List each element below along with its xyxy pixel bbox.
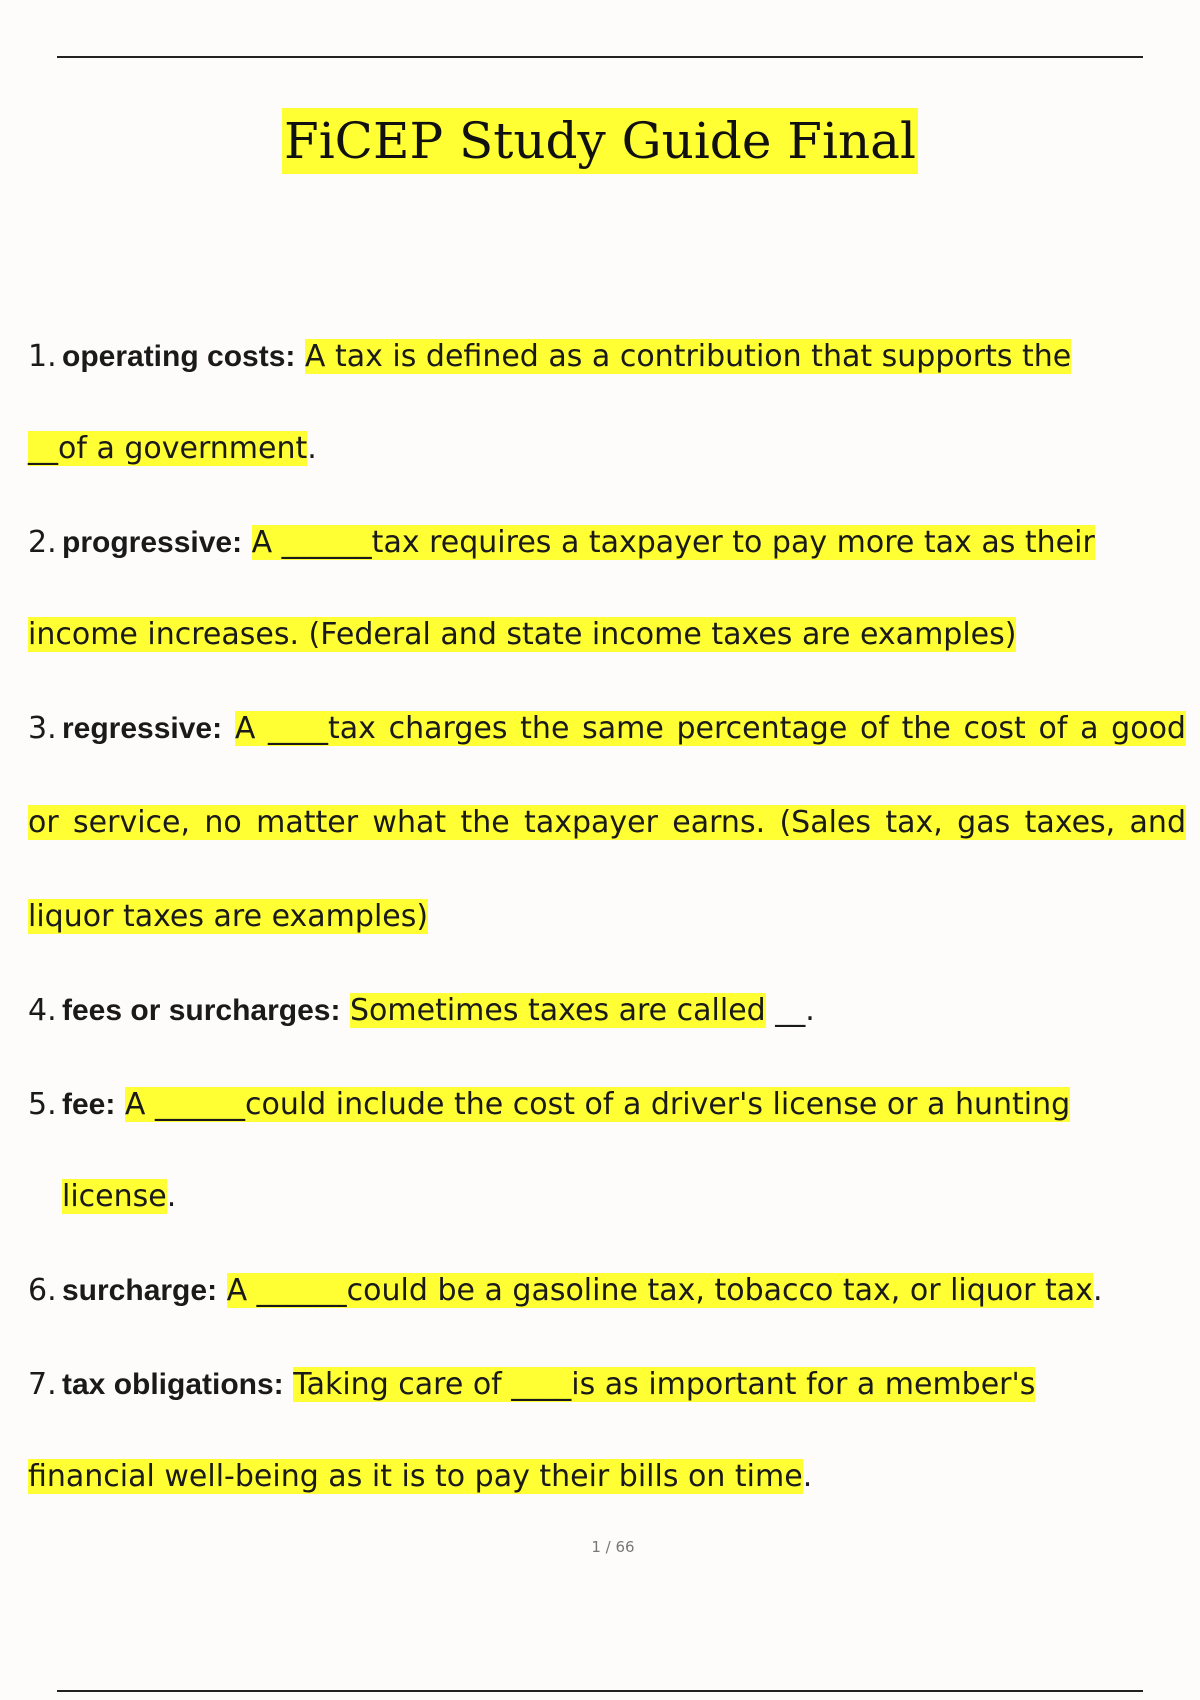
item-number: 4.: [28, 993, 57, 1028]
item-term: tax obligations:: [62, 1368, 284, 1401]
item-number: 2.: [28, 525, 57, 560]
item-definition-cont: license: [62, 1179, 167, 1214]
bottom-rule: [57, 1690, 1143, 1692]
item-number: 1.: [28, 339, 57, 374]
item-definition-cont: __of a government: [28, 431, 308, 466]
item-tail: .: [802, 1459, 813, 1494]
item-term: fee:: [62, 1088, 116, 1121]
item-term: fees or surcharges:: [62, 994, 341, 1027]
title-container: [0, 108, 1200, 174]
item-tail: .: [307, 431, 317, 466]
list-item: [28, 1338, 1196, 1524]
list-item: [28, 964, 1196, 1058]
item-definition: Taking care of ____is as important for a member's: [293, 1367, 1036, 1402]
item-definition-cont: income increases. (Federal and state income taxes are examples): [28, 617, 1017, 652]
item-definition-cont: financial well-being as it is to pay their bills on time: [28, 1459, 803, 1494]
list-item: [28, 1058, 1196, 1244]
item-number: 5.: [28, 1087, 57, 1122]
item-definition: A ______could be a gasoline tax, tobacco tax, or liquor tax: [226, 1273, 1093, 1308]
list-item: [28, 682, 1196, 964]
item-definition: Sometimes taxes are called: [350, 993, 766, 1028]
list-item: [28, 496, 1196, 682]
document-title: FiCEP Study Guide Final: [282, 108, 918, 174]
item-term: regressive:: [62, 712, 223, 745]
item-number: 6.: [28, 1273, 57, 1308]
item-term: progressive:: [62, 526, 243, 559]
item-definition: A ______could include the cost of a driver's license or a hunting: [124, 1087, 1071, 1122]
item-definition: A tax is defined as a contribution that supports the: [304, 339, 1072, 374]
study-list: [28, 310, 1196, 1524]
item-tail: __.: [765, 993, 815, 1028]
item-tail: .: [1092, 1273, 1103, 1308]
item-number: 7.: [28, 1367, 57, 1402]
item-number: 3.: [28, 711, 57, 746]
list-item: [28, 310, 1196, 496]
item-definition: A ____tax charges the same percentage of the cost of a good or service, no matter what the taxpayer earns. (Sales tax, gas taxes, and liquor taxes are examples): [28, 711, 1186, 934]
page-indicator: 1 / 66: [591, 1538, 635, 1556]
item-term: surcharge:: [62, 1274, 218, 1307]
item-definition: A ______tax requires a taxpayer to pay more tax as their: [251, 525, 1095, 560]
item-tail: .: [166, 1179, 177, 1214]
item-term: operating costs:: [62, 340, 296, 373]
list-item: [28, 1244, 1196, 1338]
top-rule: [57, 56, 1143, 58]
